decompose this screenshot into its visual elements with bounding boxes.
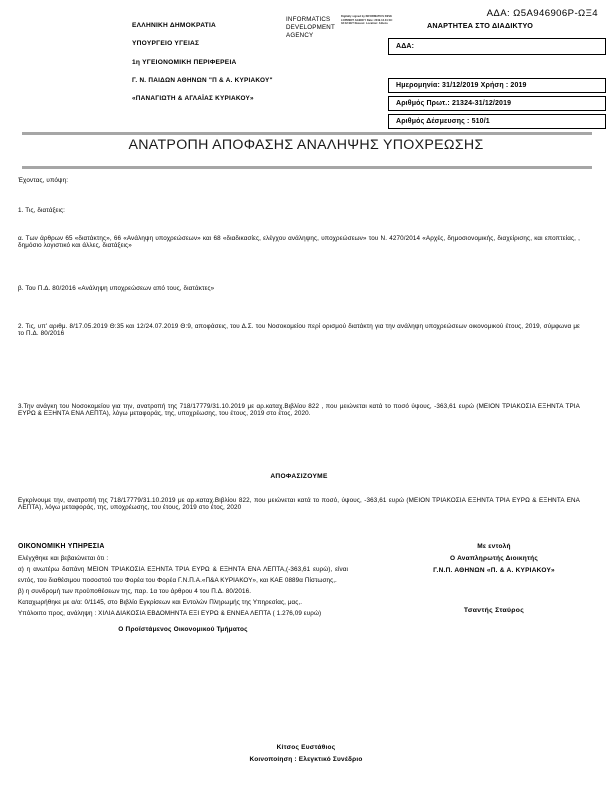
title-rule-top — [22, 132, 592, 135]
document-footer — [0, 742, 612, 767]
by-order-label: Με εντολή — [477, 543, 511, 550]
notification-line: Κοινοποίηση : Ελεγκτικό Συνέδριο — [249, 756, 363, 764]
date-box: Ημερομηνία: 31/12/2019 Χρήση : 2019 — [388, 78, 606, 93]
org-line-hospital-full: «ΠΑΝΑΓΙΩΤΗ & ΑΓΛΑΪΑΣ ΚΥΡΙΑΚΟΥ» — [132, 94, 254, 102]
item-3-text: 3.Την ανάγκη του Νοσοκομείου για την, ανατροπή της 718/17779/31.10.2019 με αρ.καταχ.Βιβλίου 822 , που μειώνεται κατά το ποσό ύψους, -363,61 ευρώ (ΜΕΙΟΝ ΤΡΙΑΚΟΣΙΑ ΕΞΗΝΤΑ ΤΡΙΑ ΕΥΡΩ & ΕΞΗΝΤΑ ΕΝΑ ΛΕΠΤΑ), λόγω μεταφοράς, της, υποχρέωσης, του έτους, 2019 στο έτος, 2020. — [18, 403, 580, 417]
informatics-development-agency-logo: INFORMATICS DEVELOPMENT AGENCY — [286, 16, 335, 39]
org-line-republic: ΕΛΛΗΝΙΚΗ ΔΗΜΟΚΡΑΤΙΑ — [132, 22, 217, 29]
org-line-ministry: ΥΠΟΥΡΓΕΙΟ ΥΓΕΙΑΣ — [132, 40, 200, 48]
financial-point-b: β) η συνδρομή των προϋποθέσεων της, παρ. 1α του άρθρου 4 του Π.Δ. 80/2016. — [18, 587, 252, 595]
authority-signer-name: Τσαντής Σταύρος — [463, 607, 525, 615]
authority-block — [382, 541, 606, 618]
document-header — [0, 0, 612, 125]
financial-service-block — [18, 541, 348, 636]
item-2-text: 2. Τις, υπ' αριθμ. 8/17.05.2019 Θ:35 και 12/24.07.2019 Θ:9, αποφάσεις, του Δ.Σ. του Νοσοκομείου περί ορισμού διατάκτη για την ανάληψη υποχρεώσεων οικονομικού έτους, 2019, σύμφωνα με το Π.Δ. 80/2016 — [18, 323, 580, 337]
authority-role: Ο Αναπληρωτής Διοικητής — [449, 555, 538, 563]
digital-signature-metadata: Digitally signed by INFORMATICS DEVELOPMENT AGENCY Date: 2019.12.31 09:33:42 EET Reason: Location: Athens — [341, 15, 393, 25]
item-1-heading: 1. Τις, διατάξεις: — [18, 207, 65, 214]
anartitea-label: ΑΝΑΡΤΗΤΕΑ ΣΤΟ ΔΙΑΔΙΚΤΥΟ — [426, 21, 534, 30]
decision-heading: ΑΠΟΦΑΣΙΖΟΥΜΕ — [270, 473, 328, 480]
ada-code: ΑΔΑ: Ω5Α946906Ρ-ΩΞ4 — [486, 8, 598, 19]
chief-accountant-title: Ο Προϊστάμενος Οικονομικού Τμήματος — [118, 626, 248, 634]
commitment-number-box: Αριθμός Δέσμευσης : 510/1 — [388, 114, 606, 129]
org-line-hospital: Γ. Ν. ΠΑΙΔΩΝ ΑΘΗΝΩΝ "Π & Α. ΚΥΡΙΑΚΟΥ" — [132, 76, 273, 84]
org-line-health-region: 1η ΥΓΕΙΟΝΟΜΙΚΗ ΠΕΡΙΦΕΡΕΙΑ — [132, 58, 237, 66]
item-1b-text: β. Του Π.Δ. 80/2016 «Ανάληψη υποχρεώσεων από τους, διατάκτες» — [18, 285, 215, 292]
page-title: ΑΝΑΤΡΟΠΗ ΑΠΟΦΑΣΗΣ ΑΝΑΛΗΨΗΣ ΥΠΟΧΡΕΩΣΗΣ — [128, 137, 484, 153]
authority-entity: Γ.Ν.Π. ΑΘΗΝΩΝ «Π. & Α. ΚΥΡΙΑΚΟΥ» — [433, 567, 555, 575]
financial-registration-line: Καταχωρήθηκε με α/α: 0/1145, στο Βιβλίο Εγκρίσεων και Εντολών Πληρωμής της Υπηρεσίας, μας,. — [18, 598, 303, 606]
intro-text: Έχοντας, υπόψη: — [18, 177, 69, 184]
chief-accountant-name: Κίτσος Ευστάθιος — [276, 744, 336, 751]
financial-point-a: α) η ανωτέρω δαπάνη ΜΕΙΟΝ ΤΡΙΑΚΟΣΙΑ ΕΞΗΝΤΑ ΤΡΙΑ ΕΥΡΩ & ΕΞΗΝΤΑ ΕΝΑ ΛΕΠΤΑ,(-363,61 ευρώ), είναι εντός, του διαθέσιμου ποσοστού του Φορέα του Φορέα Γ.Ν.Π.Α.«Π&Α ΚΥΡΙΑΚΟΥ», και ΚΑΕ 0889α Πίστωσης,. — [18, 566, 348, 584]
protocol-number-box: Αριθμός Πρωτ.: 21324-31/12/2019 — [388, 96, 606, 111]
item-1a-text: α. Των άρθρων 65 «διατάκτης», 66 «Ανάληψη υποχρεώσεων» και 68 «διαδικασίες, ελέγχου ανάληψης, υποχρεώσεων» του Ν. 4270/2014 «Αρχές, δημοσιονομικής, διαχείρισης, και εποπτείας, , δημόσιο λογιστικό και άλλες, διατάξεις» — [18, 235, 580, 249]
organization-block — [132, 22, 292, 113]
ada-header-block — [368, 8, 598, 30]
title-rule-bottom — [22, 166, 592, 169]
financial-balance-line: Υπόλοιπο προς, ανάληψη : ΧΙΛΙΑ ΔΙΑΚΟΣΙΑ ΕΒΔΟΜΗΝΤΑ ΕΞΙ ΕΥΡΩ & ΕΝΝΕΑ ΛΕΠΤΑ ( 1.276,09 ευρώ) — [18, 610, 322, 618]
ada-field-box: ΑΔΑ: — [388, 38, 606, 55]
financial-service-heading: ΟΙΚΟΝΟΜΙΚΗ ΥΠΗΡΕΣΙΑ — [18, 543, 105, 550]
decision-text: Εγκρίνουμε την, ανατροπή της 718/17779/31.10.2019 με αρ.καταχ.Βιβλίου 822, που μειώνεται κατά το ποσό, ύψους, -363,61 ευρώ (ΜΕΙΟΝ ΤΡΙΑΚΟΣΙΑ ΕΞΗΝΤΑ ΤΡΙΑ ΕΥΡΩ & ΕΞΗΝΤΑ ΕΝΑ ΛΕΠΤΑ), λόγω μεταφοράς, της, υποχρέωσης, του έτους, 2019 στο έτος, 2020 — [18, 497, 580, 511]
financial-verified-line: Ελέγχθηκε και βεβαιώνεται ότι : — [18, 555, 109, 563]
